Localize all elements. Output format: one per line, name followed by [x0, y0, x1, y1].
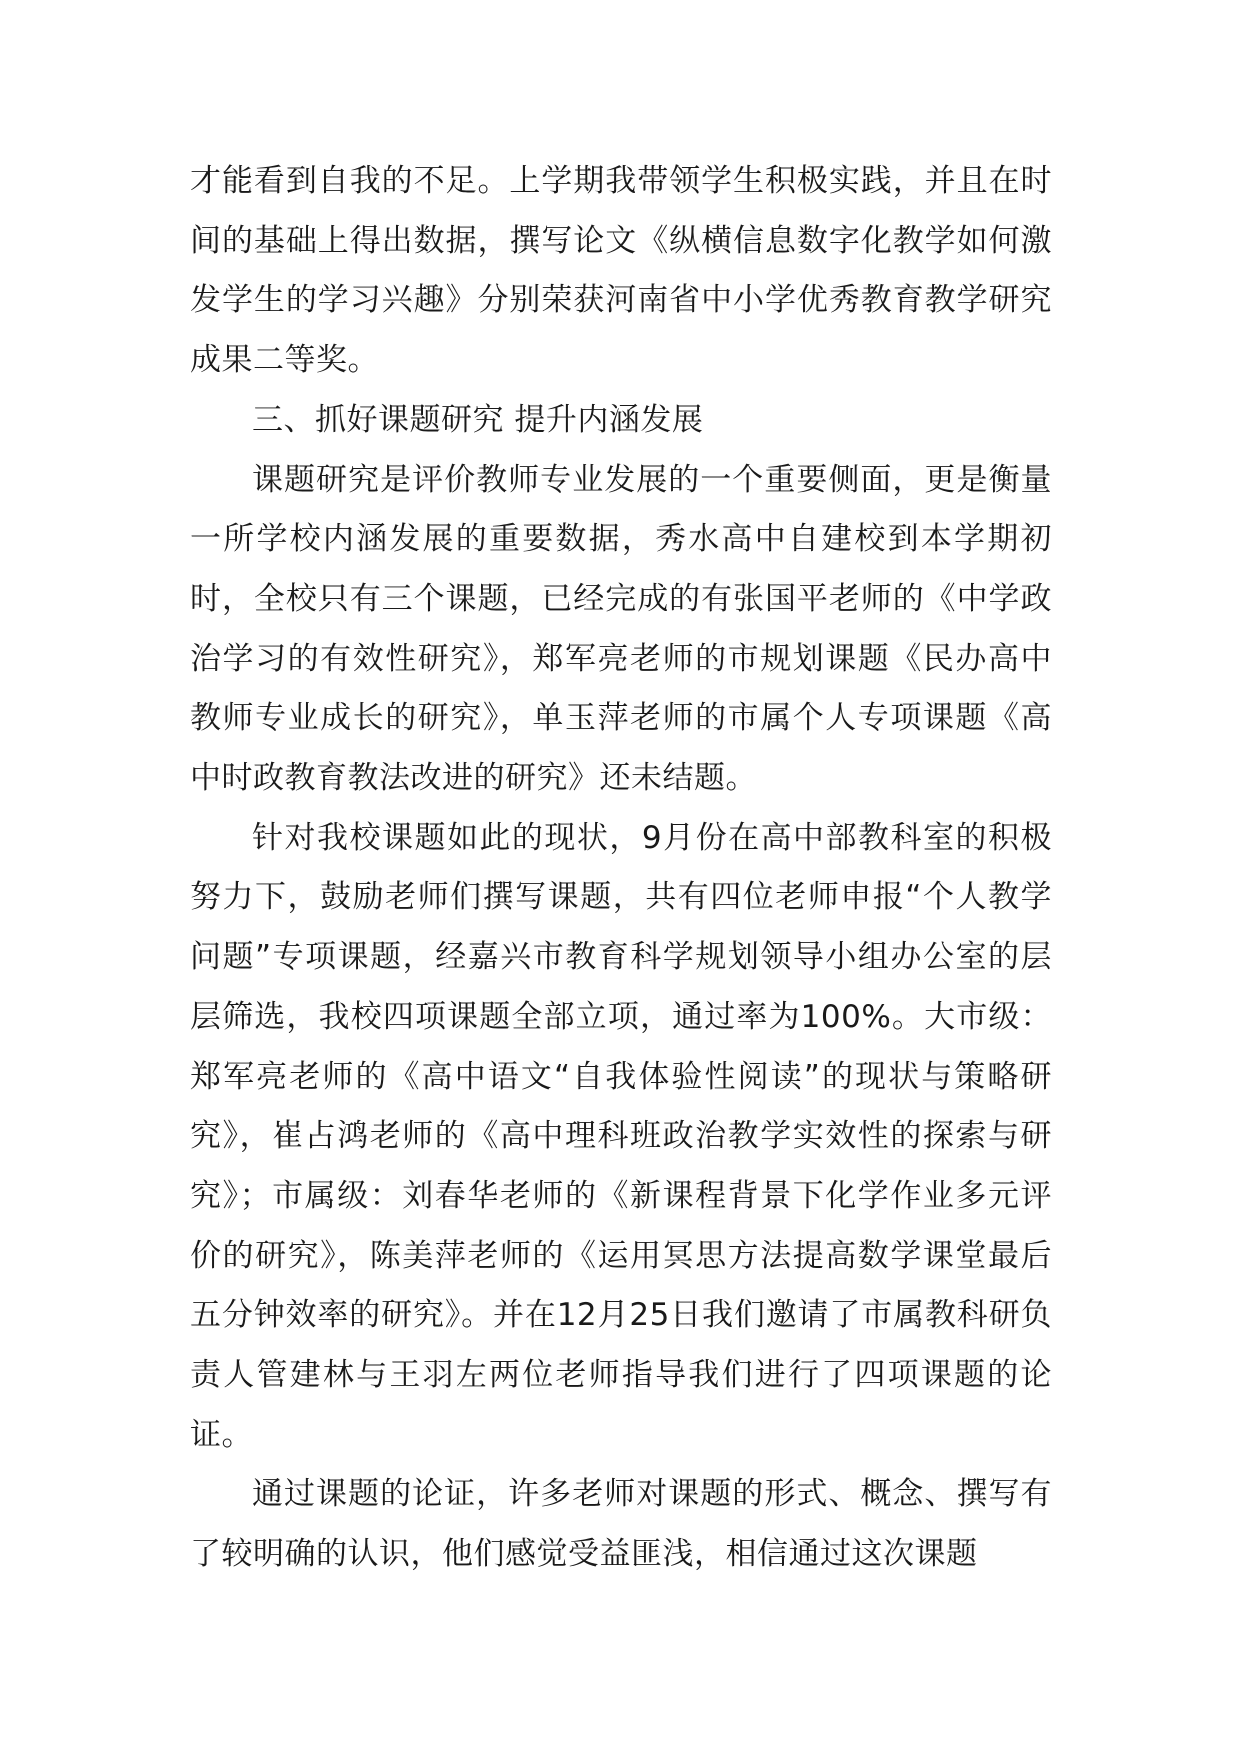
paragraph-continuation: 才能看到自我的不足。上学期我带领学生积极实践，并且在时间的基础上得出数据，撰写论文《纵横信息数字化教学如何激发学生的学习兴趣》分别荣获河南省中小学优秀教育教学研究成果二等奖。: [190, 163, 1052, 379]
paragraph-project-approval: 针对我校课题如此的现状，9月份在高中部教科室的积极努力下，鼓励老师们撰写课题，共有四位老师申报“个人教学问题”专项课题，经嘉兴市教育科学规划领导小组办公室的层层筛选，我校四项课题全部立项，通过率为100%。大市级： 郑军亮老师的《高中语文“自我体验性阅读”的现状与策略研究》，崔占鸿老师的《高中理科班政治教学实效性的探索与研究》；市属级：刘春华老师的《新课程背景下化学作业多元评价的研究》，陈美萍老师的《运用冥思方法提高数学课堂最后五分钟效率的研究》。并在12月25日我们邀请了市属教科研负责人管建林与王羽左两位老师指导我们进行了四项课题的论证。: [190, 819, 1052, 1453]
document-body: [190, 152, 1052, 1585]
paragraph-project-outcome: 通过课题的论证，许多老师对课题的形式、概念、撰写有了较明确的认识，他们感觉受益匪浅，相信通过这次课题: [190, 1476, 1052, 1573]
section-heading: 三、抓好课题研究 提升内涵发展: [252, 401, 704, 438]
paragraph-research-importance: 课题研究是评价教师专业发展的一个重要侧面，更是衡量一所学校内涵发展的重要数据，秀水高中自建校到本学期初时，全校只有三个课题，已经完成的有张国平老师的《中学政治学习的有效性研究》，郑军亮老师的市规划课题《民办高中教师专业成长的研究》，单玉萍老师的市属个人专项课题《高中时政教育教法改进的研究》还未结题。: [190, 461, 1052, 797]
